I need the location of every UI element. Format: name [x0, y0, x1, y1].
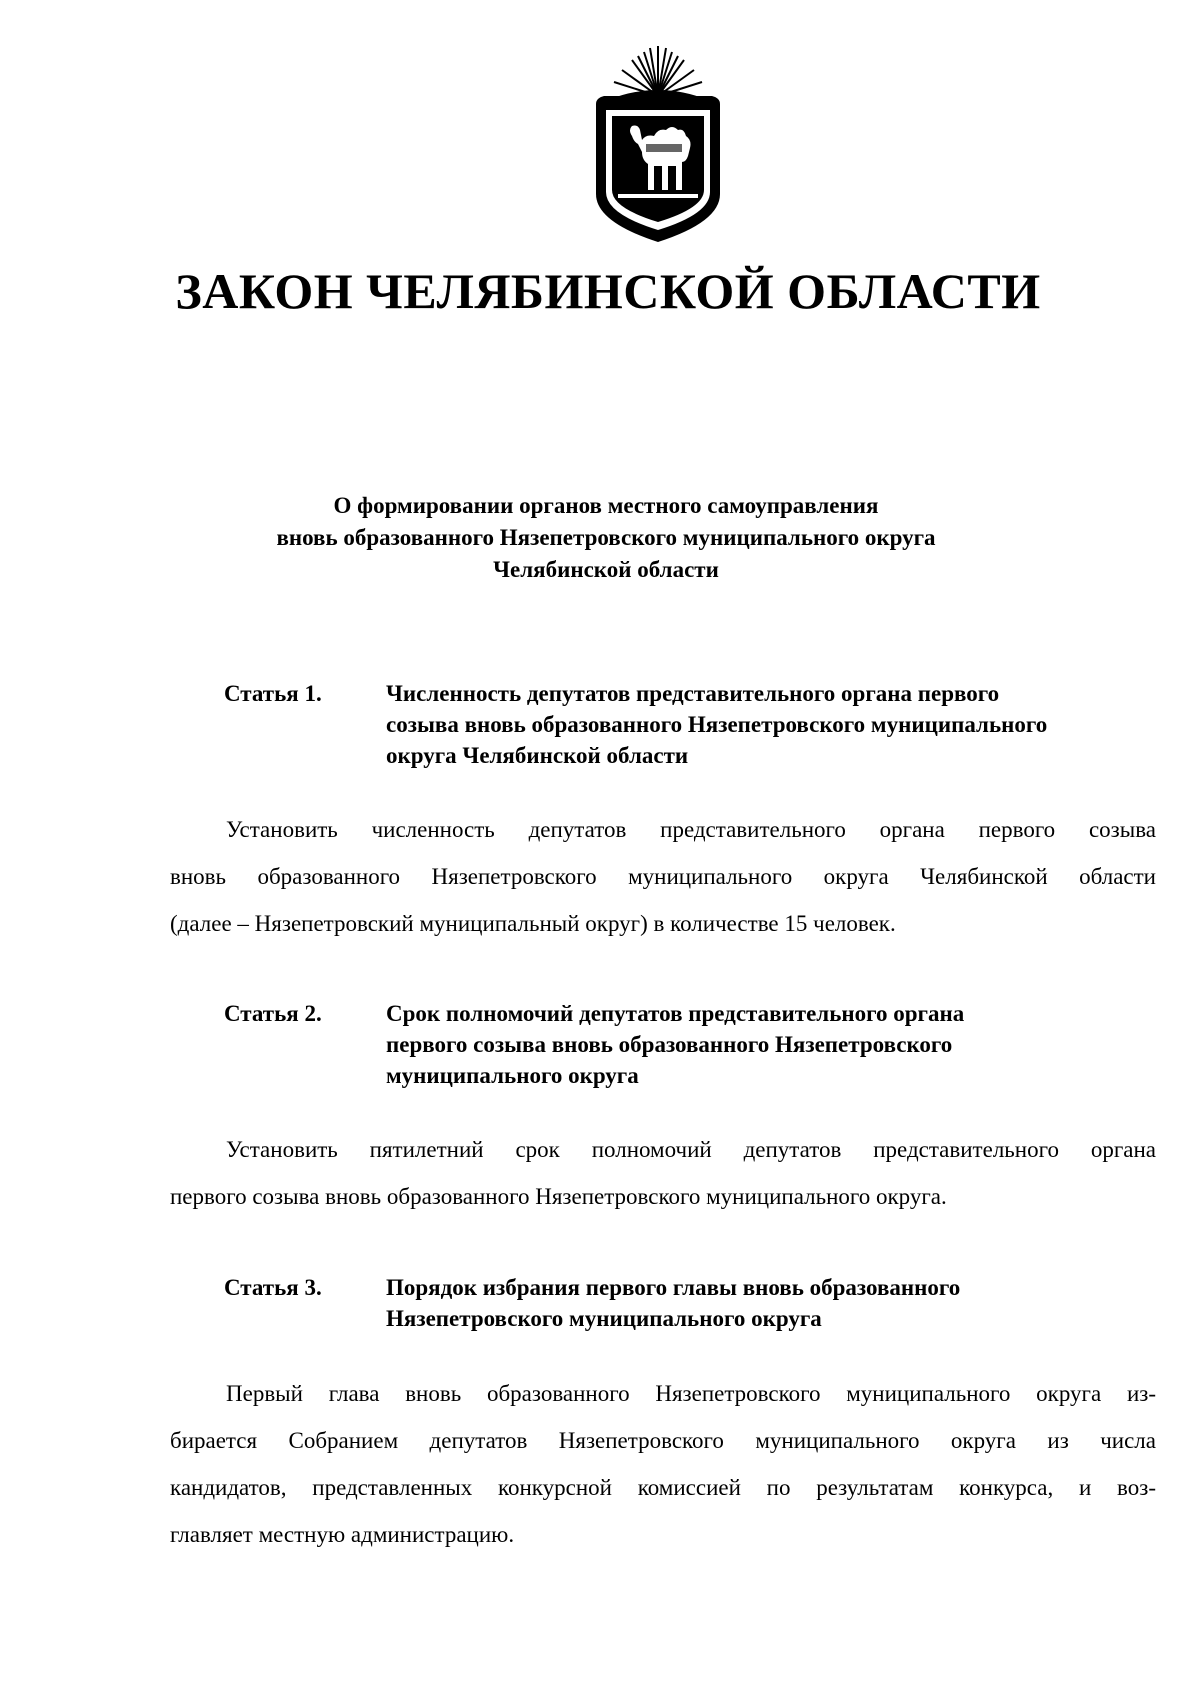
article-name-line: Нязепетровского муниципального округа [386, 1306, 822, 1331]
paragraph-line: (далее – Нязепетровский муниципальный округ) в количестве 15 человек. [170, 911, 896, 936]
law-title-line: Челябинской области [493, 557, 719, 582]
article-number: Статья 3. [224, 1275, 322, 1300]
coat-of-arms-icon [588, 44, 728, 244]
article-3-paragraph [170, 1370, 1156, 1558]
law-title-line: О формировании органов местного самоуправления [333, 493, 879, 518]
paragraph-line: Установить пятилетний срок полномочий депутатов представительного органа [226, 1137, 1156, 1162]
article-name-line: Порядок избрания первого главы вновь образованного [386, 1275, 961, 1300]
paragraph-line: главляет местную администрацию. [170, 1522, 515, 1547]
article-name-line: муниципального округа [386, 1063, 639, 1088]
article-1-paragraph [170, 806, 1156, 947]
law-heading: ЗАКОН ЧЕЛЯБИНСКОЙ ОБЛАСТИ [175, 263, 1041, 319]
article-2-paragraph [170, 1126, 1156, 1220]
article-name-line: округа Челябинской области [386, 743, 689, 768]
law-title [0, 490, 1200, 586]
article-name-line: Численность депутатов представительного органа первого [386, 681, 1000, 706]
paragraph-line: первого созыва вновь образованного Нязепетровского муниципального округа. [170, 1184, 947, 1209]
paragraph-line: вновь образованного Нязепетровского муниципального округа Челябинской области [170, 864, 1156, 889]
article-name [386, 678, 1156, 771]
paragraph-line: кандидатов, представленных конкурсной комиссией по результатам конкурса, и воз- [170, 1475, 1156, 1500]
article-name-line: первого созыва вновь образованного Нязепетровского [386, 1032, 953, 1057]
paragraph-line: бирается Собранием депутатов Нязепетровского муниципального округа из числа [170, 1428, 1156, 1453]
law-title-line: вновь образованного Нязепетровского муниципального округа [276, 525, 936, 550]
paragraph-line: Установить численность депутатов представительного органа первого созыва [226, 817, 1156, 842]
article-number: Статья 1. [224, 681, 322, 706]
article-name-line: Срок полномочий депутатов представительного органа [386, 1001, 965, 1026]
article-name-line: созыва вновь образованного Нязепетровского муниципального [386, 712, 1048, 737]
article-number: Статья 2. [224, 1001, 322, 1026]
paragraph-line: Первый глава вновь образованного Нязепетровского муниципального округа из- [226, 1381, 1156, 1406]
article-name [386, 1272, 1156, 1334]
article-name [386, 998, 1156, 1091]
